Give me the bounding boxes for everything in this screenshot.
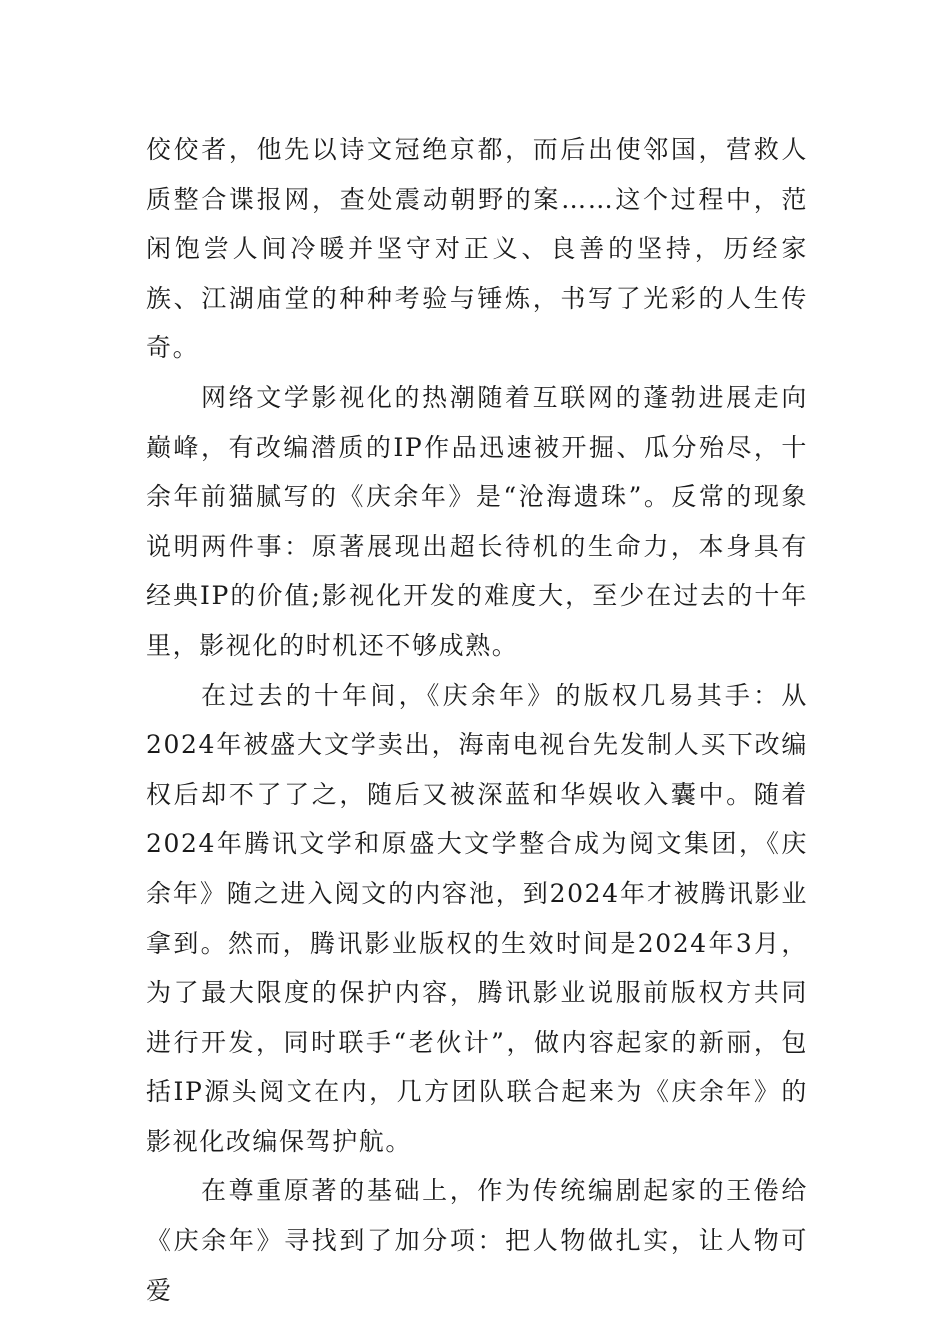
- paragraph-continuation: 佼佼者，他先以诗文冠绝京都，而后出使邻国，营救人质整合谍报网，查处震动朝野的案……这个过程中，范闲饱尝人间冷暖并坚守对正义、良善的坚持，历经家族、江湖庙堂的种种考验与锤炼，书写了光彩的人生传奇。: [146, 135, 808, 363]
- paragraph-ip-adaptation: 网络文学影视化的热潮随着互联网的蓬勃进展走向巅峰，有改编潜质的IP作品迅速被开掘、瓜分殆尽，十余年前猫腻写的《庆余年》是“沧海遗珠”。反常的现象说明两件事：原著展现出超长待机的生命力，本身具有经典IP的价值;影视化开发的难度大，至少在过去的十年里，影视化的时机还不够成熟。: [146, 382, 808, 660]
- document-body: [146, 125, 808, 1315]
- paragraph-screenwriter: 在尊重原著的基础上，作为传统编剧起家的王倦给《庆余年》寻找到了加分项：把人物做扎实，让人物可爱: [146, 1176, 808, 1305]
- paragraph-copyright-history: 在过去的十年间，《庆余年》的版权几易其手：从2024年被盛大文学卖出，海南电视台先发制人买下改编权后却不了了之，随后又被深蓝和华娱收入囊中。随着2024年腾讯文学和原盛大文学整合成为阅文集团，《庆余年》随之进入阅文的内容池，到2024年才被腾讯影业拿到。然而，腾讯影业版权的生效时间是2024年3月，为了最大限度的保护内容，腾讯影业说服前版权方共同进行开发，同时联手“老伙计”，做内容起家的新丽，包括IP源头阅文在内，几方团队联合起来为《庆余年》的影视化改编保驾护航。: [146, 680, 808, 1156]
